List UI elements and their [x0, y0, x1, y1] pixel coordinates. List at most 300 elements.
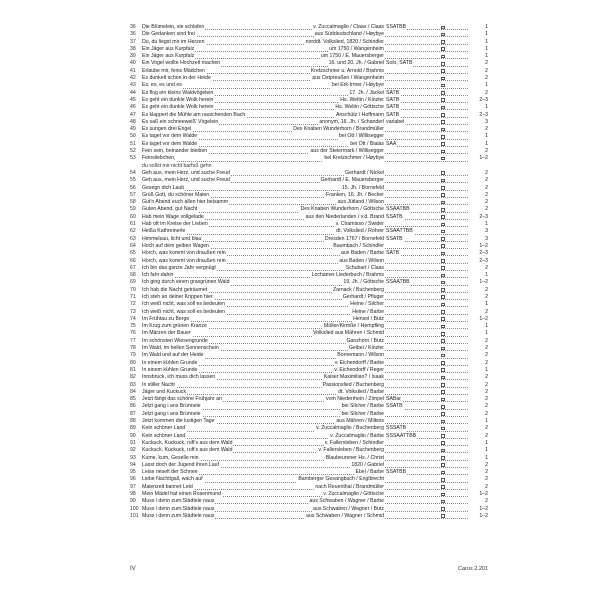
song-title: Mein Mädel hat einen Rosenmund [142, 491, 222, 497]
checkbox[interactable] [441, 463, 445, 467]
index-row [130, 338, 488, 345]
index-row [130, 250, 488, 257]
song-source: Ebel / Barbe [355, 469, 384, 476]
checkbox[interactable] [441, 325, 445, 329]
song-index-list [130, 24, 488, 520]
song-title: Kume, kum, Geselle min [142, 454, 199, 461]
song-number: 86 [130, 403, 136, 410]
song-number: 36 [130, 24, 136, 30]
song-source: nach Reuenthal / Brandmüller [315, 483, 384, 490]
index-row [130, 287, 488, 294]
song-title: Grüß Gott, du schöner Maien [142, 191, 210, 198]
song-source: v. Zuccalmaglio / Göttsche [323, 491, 384, 497]
song-title: Liebe Nachtigall, wach auf [142, 476, 203, 483]
song-source: Lochamer Liederbuch / Brahms [311, 272, 384, 279]
song-number: 73 [130, 308, 136, 315]
checkbox[interactable] [441, 62, 445, 66]
page-count: 1 [485, 418, 488, 425]
song-number: 88 [130, 418, 136, 425]
song-source: dt. Volkslied / Barbe [338, 388, 384, 395]
song-number: 97 [130, 483, 136, 490]
song-title: Horch, was kommt von draußen rein [142, 250, 226, 257]
checkbox[interactable] [441, 55, 445, 59]
index-row [130, 506, 488, 513]
song-title: Im Märzen der Bauer [142, 330, 191, 337]
song-title: Heißa Kathreinerle [142, 228, 186, 235]
checkbox[interactable] [441, 230, 445, 234]
checkbox[interactable] [441, 376, 445, 380]
song-number: 100 [130, 505, 139, 512]
song-title: Gut'n Abend euch allen hier beisamm [142, 199, 229, 206]
checkbox[interactable] [441, 193, 445, 197]
page-count: 2 [485, 396, 488, 403]
index-row [130, 476, 488, 483]
song-number: 95 [130, 469, 136, 476]
song-source: Gerhardt / Pfluger [342, 293, 384, 300]
song-title: In einem kühlen Grunde [142, 359, 198, 366]
song-source: Dresden 1767 / Bornefeld [324, 235, 384, 242]
song-title: Muss i denn zum Städtele naus [142, 498, 215, 505]
song-title: Kuckuck, Kuckuck, ruft's aus dem Wald [142, 447, 233, 454]
song-number: 59 [130, 206, 136, 213]
page-count: 2 [485, 169, 488, 176]
page-count: 1 [485, 104, 488, 111]
song-title: du sollst mir nicht barfuß gehn [142, 162, 212, 169]
page-count: 2 [485, 410, 488, 417]
song-title: Es geht ein dunkle Wolk herein [142, 104, 214, 111]
song-source: Zarnack / Buchenberg [332, 286, 384, 293]
song-source: Anschütz / Hoffmann [335, 111, 384, 118]
song-title: Jetzt gang i ans Brünnele [142, 403, 201, 410]
index-row [130, 265, 488, 272]
checkbox[interactable] [441, 150, 445, 154]
song-source: v. Eichendorff / Barbe [334, 359, 384, 366]
song-number: 43 [130, 82, 136, 89]
song-source: 1820 / Gabriel [351, 461, 384, 468]
checkbox[interactable] [441, 186, 445, 190]
song-title: Ich ging durch einen grasgrünen Wald [142, 279, 230, 286]
song-title: Es flog ein kleins Waldvögelein [142, 89, 214, 96]
index-row [130, 352, 488, 359]
checkbox[interactable] [441, 142, 445, 146]
song-number: 85 [130, 396, 136, 403]
song-source: aus den Niederlanden / v.d. Brand [305, 213, 384, 220]
index-row [130, 258, 488, 265]
song-title: Du, du liegst mir im Herzen [142, 38, 205, 45]
index-row [130, 396, 488, 403]
song-source: 16. und 20. Jh. / Gabriel [328, 60, 384, 67]
checkbox[interactable] [441, 368, 445, 372]
checkbox[interactable] [441, 295, 445, 299]
song-title: Es, es, es und es [142, 82, 182, 89]
checkbox[interactable] [441, 471, 445, 475]
checkbox[interactable] [441, 354, 445, 358]
voicing: SSSATB [386, 425, 407, 432]
index-row [130, 330, 488, 337]
index-row [130, 199, 488, 206]
song-number: 48 [130, 118, 136, 125]
song-title: Die Blümelein, sie schlafen [142, 24, 205, 30]
song-number: 50 [130, 133, 136, 140]
checkbox[interactable] [441, 449, 445, 453]
song-title: Hab mein Wage vollgelade [142, 213, 204, 220]
page-number: IV [130, 566, 136, 572]
index-row [130, 97, 488, 104]
index-row [130, 389, 488, 396]
checkbox[interactable] [441, 252, 445, 256]
song-number: 101 [130, 512, 139, 519]
song-source: aus Schwaben / Wagner / Barbe [309, 498, 384, 505]
index-row [130, 39, 488, 46]
song-number: 42 [130, 75, 136, 82]
song-source: v. Zuccalmaglio / Barbe [330, 432, 384, 439]
page-count: 1 [485, 24, 488, 30]
checkbox[interactable] [441, 434, 445, 438]
song-title: Hab oft im Kreise der Lieben [142, 221, 208, 228]
song-title: Geh aus, mein Herz, und suche Freud [142, 169, 230, 176]
song-source: aus Mähren / Milkins [336, 418, 384, 425]
checkbox[interactable] [441, 98, 445, 102]
song-source: 17. Jh. / Jäckel [349, 89, 384, 96]
index-row [130, 133, 488, 140]
song-source: Geibel / Kinzler [348, 345, 384, 352]
checkbox[interactable] [441, 259, 445, 263]
checkbox[interactable] [441, 237, 445, 241]
song-number: 41 [130, 67, 136, 74]
checkbox[interactable] [441, 288, 445, 292]
checkbox[interactable] [441, 33, 445, 37]
song-number: 55 [130, 177, 136, 184]
checkbox[interactable] [441, 514, 445, 518]
song-number: 93 [130, 454, 136, 461]
song-number: 67 [130, 264, 136, 271]
song-number: 92 [130, 447, 136, 454]
song-source: bei Erk-Irmer / Høybye [331, 82, 384, 89]
checkbox[interactable] [441, 420, 445, 424]
checkbox[interactable] [441, 201, 445, 205]
page-count: 2 [485, 148, 488, 155]
checkbox[interactable] [441, 40, 445, 44]
page-count: 2 [485, 184, 488, 191]
song-source: Kaiser Maximilian? / Isaak [323, 374, 384, 381]
song-source: 19. Jh. / Göttsche [343, 279, 384, 286]
voicing: Solo, SATB [386, 60, 413, 67]
song-number: 69 [130, 279, 136, 286]
song-title: Kein schöner Land [142, 432, 186, 439]
page-count: 2–3 [479, 111, 488, 118]
index-row [130, 141, 488, 148]
page-count: 2 [485, 388, 488, 395]
index-row [130, 46, 488, 53]
song-number: 60 [130, 213, 136, 220]
page-count: 2 [485, 286, 488, 293]
checkbox[interactable] [441, 106, 445, 110]
index-row [130, 491, 488, 498]
song-source: Blaubeurener Hs. / Christ [325, 454, 384, 461]
index-row [130, 498, 488, 505]
song-number: 68 [130, 272, 136, 279]
page-count: 2 [485, 89, 488, 96]
song-title: Im Krug zum grünen Kranze [142, 323, 207, 330]
page-count: 2 [485, 126, 488, 133]
song-source: Gerhardt / Nickel [345, 169, 384, 176]
song-title: Muss i denn zum Städtele naus [142, 512, 215, 519]
checkbox[interactable] [441, 223, 445, 227]
checkbox[interactable] [441, 347, 445, 351]
song-number: 99 [130, 498, 136, 505]
checkbox[interactable] [441, 157, 445, 161]
page-count: 2 [485, 359, 488, 366]
checkbox[interactable] [441, 113, 445, 117]
page-count: 2 [485, 374, 488, 381]
page-count: 2 [485, 206, 488, 213]
song-source: aus Ostpreußen / Wangenheim [312, 75, 384, 82]
page-count: 1–2 [479, 512, 488, 519]
checkbox[interactable] [441, 120, 445, 124]
index-row [130, 119, 488, 126]
checkbox[interactable] [441, 274, 445, 278]
song-title: Ein Jäger aus Kurpfalz [142, 45, 195, 52]
checkbox[interactable] [441, 303, 445, 307]
checkbox[interactable] [441, 26, 445, 30]
song-title: Ich hab die Nacht geträumet [142, 286, 208, 293]
page-count: 1–2 [479, 279, 488, 286]
checkbox[interactable] [441, 266, 445, 270]
page-count: 1 [485, 133, 488, 140]
song-source: dt. Volkslied / Rohrer [336, 228, 384, 235]
dotted-leader [142, 228, 468, 234]
page-count: 1–2 [479, 155, 488, 162]
index-row [130, 53, 488, 60]
song-source: Heine / Barbe [352, 308, 384, 315]
page-count: 1 [485, 439, 488, 446]
song-number: 98 [130, 491, 136, 497]
song-title: Im Wald und auf der Heide [142, 352, 204, 359]
song-number: 65 [130, 250, 136, 257]
song-number: 94 [130, 461, 136, 468]
song-title: Guten Abend, gut Nacht [142, 206, 198, 213]
checkbox[interactable] [441, 441, 445, 445]
checkbox[interactable] [441, 427, 445, 431]
index-row [130, 236, 488, 243]
song-title: Es taget vor dem Walde [142, 140, 198, 147]
dotted-leader [142, 433, 468, 439]
checkbox[interactable] [441, 361, 445, 365]
dotted-leader [142, 82, 468, 88]
page-count: 2 [485, 191, 488, 198]
page-count: 3 [485, 228, 488, 235]
song-source: v. Eichendorff / Reger [334, 366, 384, 373]
page-count: 2 [485, 337, 488, 344]
index-row [130, 462, 488, 469]
song-source: bei Silcher / Barbe [341, 403, 384, 410]
page-count: 2 [485, 75, 488, 82]
song-number: 71 [130, 293, 136, 300]
checkbox[interactable] [441, 84, 445, 88]
index-row [130, 163, 488, 170]
song-source: v. Fallersleben / Buchenberg [318, 447, 384, 454]
song-title: Es sungen drei Engel [142, 126, 192, 133]
song-source: v. Fallersleben / Schindler [324, 439, 384, 446]
song-source: Hs. Weltin / Göttsche [335, 104, 384, 111]
song-title: Erlaube mir, feins Mädchen [142, 67, 205, 74]
page-count: 2 [485, 461, 488, 468]
song-title: Ich bin das ganze Jahr vergnügt [142, 264, 216, 271]
page-count: 1–2 [479, 491, 488, 497]
checkbox[interactable] [441, 171, 445, 175]
index-row [130, 228, 488, 235]
page-count: 2 [485, 483, 488, 490]
song-source: Hensel / Butz [353, 315, 384, 322]
checkbox[interactable] [441, 405, 445, 409]
checkbox[interactable] [441, 507, 445, 511]
dotted-leader [142, 389, 468, 395]
song-number: 38 [130, 45, 136, 52]
page-count: 2–3 [479, 96, 488, 103]
index-row [130, 214, 488, 221]
index-row [130, 75, 488, 82]
song-source: Schubart / Claas [345, 264, 384, 271]
song-title: In stiller Nacht [142, 381, 175, 388]
song-number: 39 [130, 53, 136, 60]
song-number: 84 [130, 388, 136, 395]
checkbox[interactable] [441, 398, 445, 402]
index-row [130, 301, 488, 308]
song-number: 91 [130, 439, 136, 446]
index-row [130, 60, 488, 67]
song-number: 53 [130, 155, 136, 162]
song-title: Jetzt gang i ans Brünnele [142, 410, 201, 417]
dotted-leader [142, 382, 468, 388]
voicing: SATB [386, 104, 400, 111]
song-source: bei Silcher / Barbe [341, 410, 384, 417]
song-source: aus Baden / Barbe [341, 250, 384, 257]
checkbox[interactable] [441, 69, 445, 73]
song-title: Horch, was kommt von draußen rein [142, 257, 226, 264]
song-title: Es geht ein dunkle Wolk herein [142, 96, 214, 103]
checkbox[interactable] [441, 310, 445, 314]
checkbox[interactable] [441, 383, 445, 387]
index-row [130, 68, 488, 75]
index-row [130, 382, 488, 389]
checkbox[interactable] [441, 500, 445, 504]
page-count: 1 [485, 323, 488, 330]
index-row [130, 360, 488, 367]
checkbox[interactable] [441, 317, 445, 321]
page-count: 2 [485, 177, 488, 184]
voicing: SABar [386, 396, 401, 403]
song-source: Müller/Kirmße / Hempfling [324, 323, 384, 330]
checkbox[interactable] [441, 244, 445, 248]
song-title: Es saß ein schneeweiß' Vögelein [142, 118, 219, 125]
song-source: norddt. Volkslied, 1820 / Schindler [305, 38, 384, 45]
index-row [130, 112, 488, 119]
index-row [130, 433, 488, 440]
checkbox[interactable] [441, 281, 445, 285]
checkbox[interactable] [441, 456, 445, 460]
voicing: SSATB [386, 213, 403, 220]
song-source: bei Ott / Willisegger [339, 133, 384, 140]
checkbox[interactable] [441, 493, 445, 497]
dotted-leader [142, 155, 468, 161]
page-count: 1 [485, 45, 488, 52]
song-title: Ich weiß nicht, was soll es bedeuten [142, 301, 226, 308]
checkbox[interactable] [441, 390, 445, 394]
song-source: bei Ott / Bialas [350, 140, 384, 147]
checkbox[interactable] [441, 339, 445, 343]
song-source: v. Zuccalmaglio / Buchenberg [316, 425, 384, 432]
song-title: Ich steh an deiner Krippen hier [142, 293, 213, 300]
page-count: 1 [485, 447, 488, 454]
page-count: 1 [485, 272, 488, 279]
index-row [130, 418, 488, 425]
page-count: 2–3 [479, 257, 488, 264]
voicing: SSAATBB [386, 206, 410, 213]
song-title: Muss i denn zum Städtele naus [142, 505, 215, 512]
page-count: 2 [485, 352, 488, 359]
page-count: 1 [485, 330, 488, 337]
dotted-leader [142, 185, 468, 191]
checkbox[interactable] [441, 47, 445, 51]
song-source: Kretzschmer u. Arnold / Brahms [310, 67, 384, 74]
checkbox[interactable] [441, 412, 445, 416]
voicing: SATB [386, 89, 400, 96]
catalog-code: Carus 2.201 [458, 566, 488, 572]
page-count: 2 [485, 264, 488, 271]
index-row [130, 177, 488, 184]
checkbox[interactable] [441, 208, 445, 212]
checkbox[interactable] [441, 128, 445, 132]
checkbox[interactable] [441, 485, 445, 489]
checkbox[interactable] [441, 332, 445, 336]
voicing: SSAATTBB [386, 228, 413, 235]
song-number: 61 [130, 221, 136, 228]
index-row [130, 170, 488, 177]
song-number: 36 [130, 31, 136, 38]
song-number: 56 [130, 184, 136, 191]
checkbox[interactable] [441, 478, 445, 482]
index-row [130, 367, 488, 374]
index-row [130, 126, 488, 133]
checkbox[interactable] [441, 215, 445, 219]
page-count: 1 [485, 140, 488, 147]
song-number: 66 [130, 257, 136, 264]
song-source: aus der Steiermark / Willisegger [310, 148, 384, 155]
index-row [130, 345, 488, 352]
song-source: Bamberger Gesangbuch / Englbrecht [298, 476, 384, 483]
song-source: aus Süddeutschland / Høybye [314, 31, 384, 38]
checkbox[interactable] [441, 135, 445, 139]
checkbox[interactable] [441, 77, 445, 81]
checkbox[interactable] [441, 179, 445, 183]
song-title: Ich fahr dahin [142, 272, 174, 279]
index-row [130, 82, 488, 89]
checkbox[interactable] [441, 91, 445, 95]
song-source: aus Schwaben / Wagner / Schmid [306, 512, 384, 519]
song-source: v. Chamisso / Swider [335, 221, 384, 228]
song-title: Jetzt fängt das schöne Frühjahr an [142, 396, 222, 403]
song-title: Kuckuck, Kuckuck, ruft's aus dem Wald [142, 439, 233, 446]
song-source: Ganzhorn / Butz [346, 337, 384, 344]
song-title: Es taget vor dem Walde [142, 133, 198, 140]
song-source: Volkslied aus Mähren / Schmid [313, 330, 384, 337]
index-row [130, 469, 488, 476]
song-number: 57 [130, 191, 136, 198]
page-count: 2 [485, 432, 488, 439]
page-count: 1 [485, 366, 488, 373]
song-source: 15. Jh. / Bornefeld [341, 184, 384, 191]
song-title: Jäger und Kuckuck [142, 388, 187, 395]
